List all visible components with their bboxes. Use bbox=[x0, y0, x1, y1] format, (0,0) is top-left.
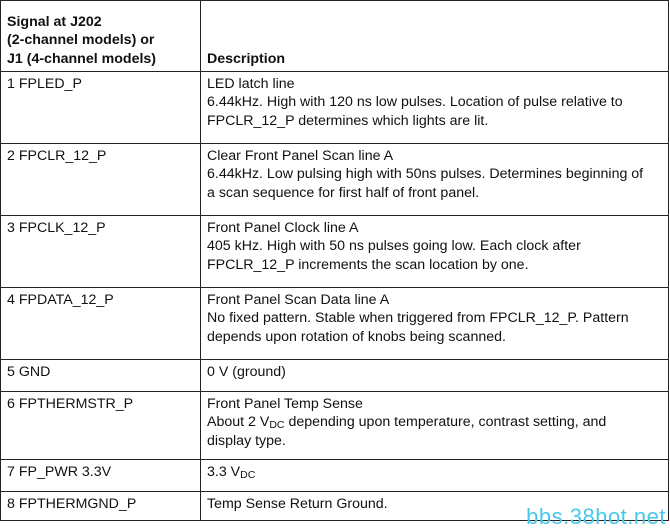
description-line bbox=[207, 413, 664, 431]
signal-cell: 5 GND bbox=[1, 360, 201, 392]
description-line bbox=[207, 463, 664, 481]
description-line: Front Panel Scan Data line A bbox=[207, 292, 390, 308]
description-cell bbox=[201, 216, 669, 288]
description-line: Front Panel Clock line A bbox=[207, 220, 359, 236]
table-row bbox=[1, 216, 669, 288]
header-description: Description bbox=[201, 1, 669, 72]
description-line: 6.44kHz. High with 120 ns low pulses. Location of pulse relative to bbox=[207, 94, 623, 111]
description-line: depends upon rotation of knobs being scanned. bbox=[207, 328, 506, 345]
header-signal bbox=[1, 1, 201, 72]
description-rest: depending upon temperature, contrast setting, and bbox=[284, 414, 607, 431]
description-line: 0 V (ground) bbox=[207, 364, 286, 380]
signal-cell: 7 FP_PWR 3.3V bbox=[1, 460, 201, 492]
description-cell bbox=[201, 460, 669, 492]
voltage-prefix: 3.3 V bbox=[207, 464, 241, 480]
watermark: bbs.38hot.net bbox=[526, 504, 666, 529]
header-signal-line: J1 (4-channel models) bbox=[7, 50, 157, 67]
table-row bbox=[1, 288, 669, 360]
header-signal-line: Signal at J202 bbox=[7, 13, 102, 30]
description-cell bbox=[201, 360, 669, 392]
table-row bbox=[1, 392, 669, 460]
table-row bbox=[1, 144, 669, 216]
description-line: 6.44kHz. Low pulsing high with 50ns pulses. Determines beginning of bbox=[207, 166, 644, 183]
description-line: LED latch line bbox=[207, 76, 295, 92]
description-cell bbox=[201, 392, 669, 460]
voltage-subscript: DC bbox=[240, 469, 256, 481]
header-signal-line: (2-channel models) or bbox=[7, 32, 155, 49]
signal-cell: 4 FPDATA_12_P bbox=[1, 288, 201, 360]
voltage-prefix: About 2 V bbox=[207, 414, 270, 431]
table-row bbox=[1, 460, 669, 492]
description-cell bbox=[201, 288, 669, 360]
description-line: Temp Sense Return Ground. bbox=[207, 496, 388, 512]
description-line: display type. bbox=[207, 432, 286, 449]
description-cell bbox=[201, 144, 669, 216]
description-line: 405 kHz. High with 50 ns pulses going low. Each clock after bbox=[207, 238, 581, 255]
description-line: a scan sequence for first half of front panel. bbox=[207, 184, 480, 201]
signal-cell: 1 FPLED_P bbox=[1, 72, 201, 144]
signal-cell: 8 FPTHERMGND_P bbox=[1, 492, 201, 521]
description-line: No fixed pattern. Stable when triggered from FPCLR_12_P. Pattern bbox=[207, 310, 629, 327]
table-header-row bbox=[1, 1, 669, 72]
voltage-subscript: DC bbox=[269, 419, 285, 432]
description-line: FPCLR_12_P increments the scan location by one. bbox=[207, 256, 529, 273]
description-line: Clear Front Panel Scan line A bbox=[207, 148, 394, 164]
description-cell bbox=[201, 72, 669, 144]
signal-cell: 6 FPTHERMSTR_P bbox=[1, 392, 201, 460]
signal-cell: 3 FPCLK_12_P bbox=[1, 216, 201, 288]
signal-cell: 2 FPCLR_12_P bbox=[1, 144, 201, 216]
table-row bbox=[1, 360, 669, 392]
description-line: FPCLR_12_P determines which lights are lit. bbox=[207, 112, 489, 129]
description-line: Front Panel Temp Sense bbox=[207, 396, 363, 412]
table-row bbox=[1, 72, 669, 144]
